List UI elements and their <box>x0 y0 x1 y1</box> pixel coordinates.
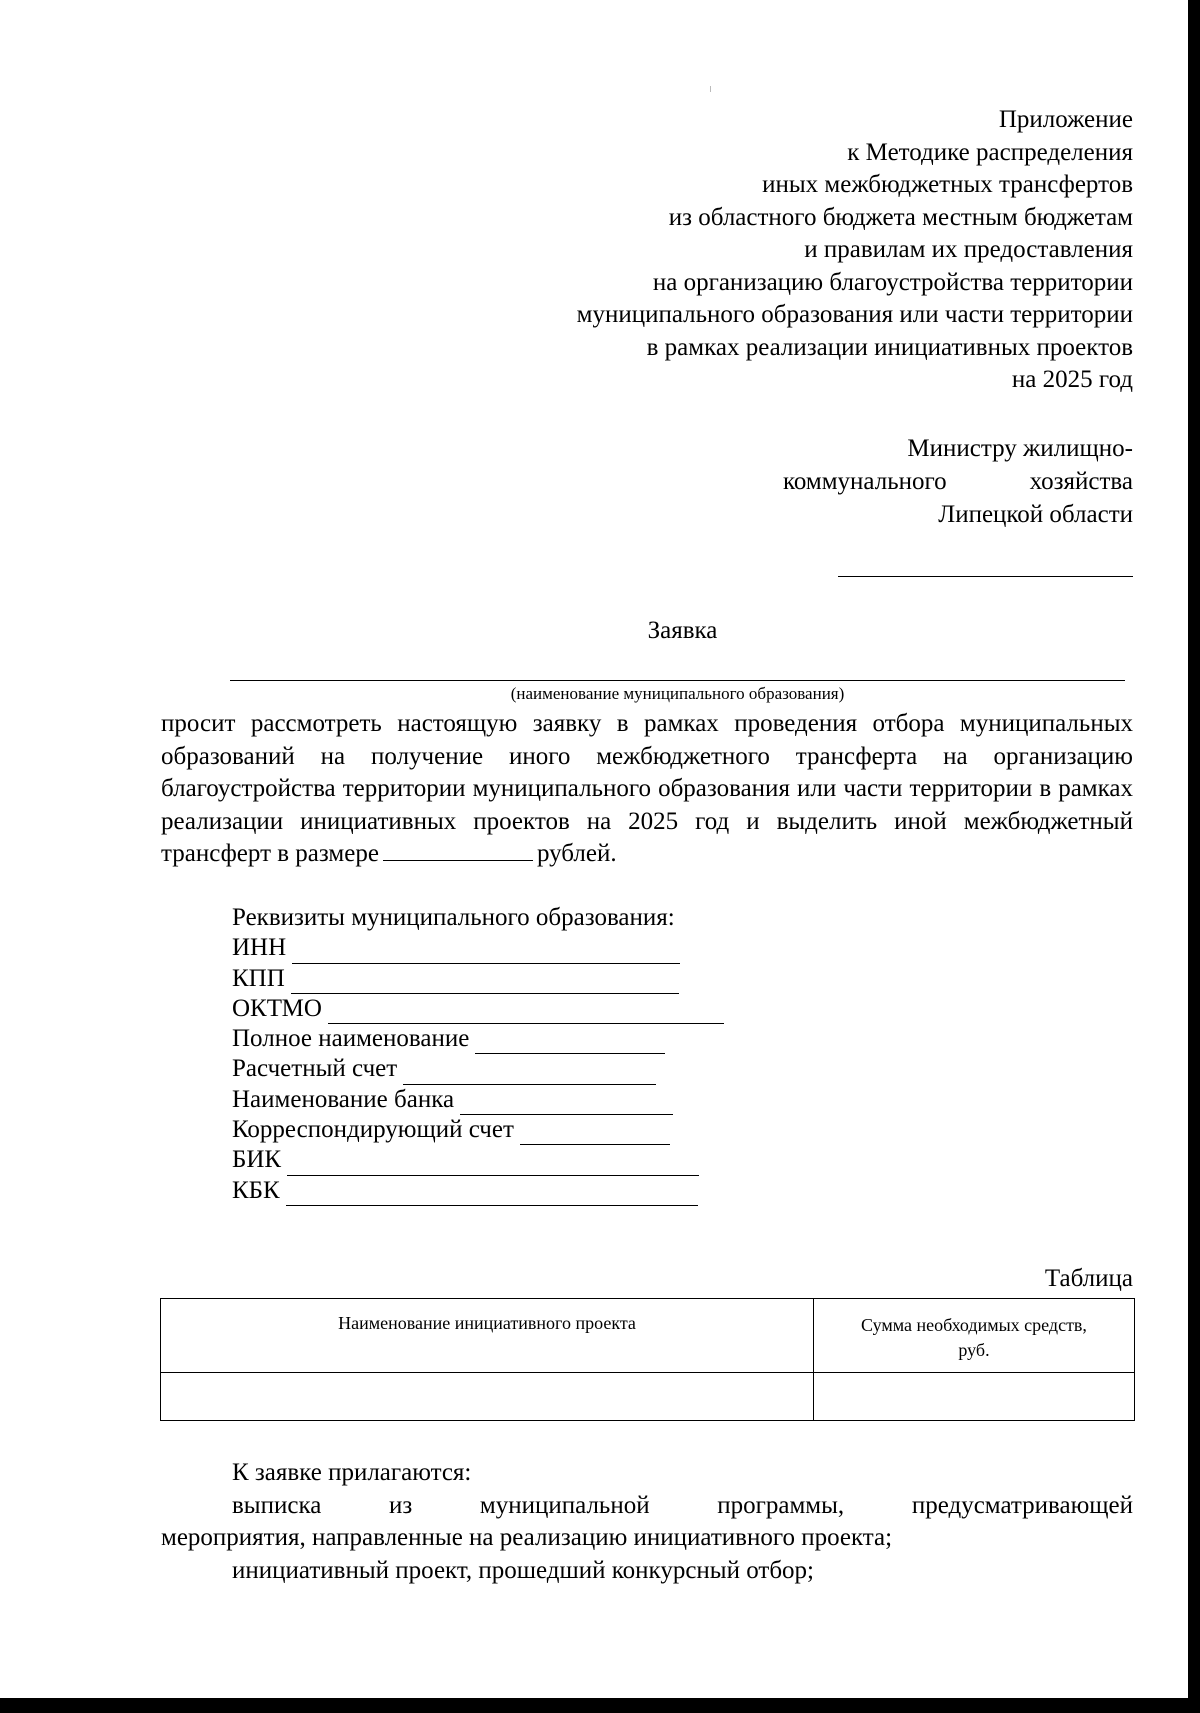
addressee-block <box>783 432 1133 531</box>
requisite-label: ИНН <box>232 934 287 962</box>
requisite-blank <box>328 1001 724 1024</box>
requisite-label: КПП <box>232 964 285 992</box>
requisite-row <box>232 964 724 994</box>
header-line: из областного бюджета местным бюджетам <box>668 203 1133 231</box>
requisite-blank <box>460 1092 673 1115</box>
request-text-end: рублей. <box>536 840 617 867</box>
header-line: и правилам их предоставления <box>804 236 1133 263</box>
table-row <box>161 1373 1135 1421</box>
table-header-amount-line-2: руб. <box>958 1340 990 1360</box>
scan-mark <box>710 86 711 92</box>
table-cell-project-name <box>161 1373 814 1421</box>
requisite-blank <box>286 1183 698 1206</box>
addressee-line-2-left: коммунального <box>783 468 947 495</box>
requisite-row <box>232 1024 724 1054</box>
table-header-row <box>161 1299 1135 1373</box>
scan-border-bottom <box>0 1698 1200 1713</box>
requisite-blank <box>292 941 680 964</box>
requisite-label: Полное наименование <box>232 1025 470 1053</box>
addressee-line-3: Липецкой области <box>938 501 1133 528</box>
amount-blank <box>383 840 533 861</box>
requisite-row <box>232 1176 724 1206</box>
requisite-blank <box>403 1062 656 1085</box>
requisites-block <box>232 903 724 1206</box>
requisite-row <box>232 933 724 963</box>
requisite-row <box>232 994 724 1024</box>
requisite-blank <box>291 971 679 994</box>
table-header-amount <box>814 1299 1135 1373</box>
requisite-blank <box>475 1031 665 1054</box>
municipality-caption: (наименование муниципального образования) <box>510 684 845 703</box>
addressee-line-2 <box>783 465 1133 498</box>
signature-blank-line <box>838 576 1133 577</box>
requisite-label: Расчетный счет <box>232 1055 398 1083</box>
table-label: Таблица <box>1044 1265 1133 1292</box>
requisites-heading: Реквизиты муниципального образования: <box>232 904 675 931</box>
header-line: иных межбюджетных трансфертов <box>762 171 1133 198</box>
table-header-amount-line-1: Сумма необходимых средств, <box>861 1315 1087 1335</box>
attachment-item-1-line-2: мероприятия, направленные на реализацию инициативного проекта; <box>161 1524 893 1551</box>
addressee-line-2-right: хозяйства <box>1029 468 1133 495</box>
requisite-row <box>232 1054 724 1084</box>
header-line: на 2025 год <box>1011 366 1133 393</box>
attachments-block <box>161 1457 1133 1587</box>
requisite-blank <box>287 1153 699 1176</box>
projects-table <box>160 1298 1135 1421</box>
requisite-label: БИК <box>232 1146 282 1174</box>
requisite-label: Наименование банка <box>232 1085 455 1113</box>
table-cell-amount <box>814 1373 1135 1421</box>
requisite-label: КБК <box>232 1176 280 1204</box>
header-line: на организацию благоустройства территории <box>652 268 1133 296</box>
addressee-line-1: Министру жилищно- <box>907 435 1133 462</box>
requisite-row <box>232 1085 724 1115</box>
attachment-item-2: инициативный проект, прошедший конкурсный отбор; <box>232 1556 814 1584</box>
requisite-blank <box>520 1122 670 1145</box>
header-line: к Методике распределения <box>847 138 1133 166</box>
header-line: Приложение <box>998 106 1133 133</box>
requisite-label: ОКТМО <box>232 994 322 1022</box>
requisite-row <box>232 1145 724 1175</box>
scan-border-right <box>1188 0 1200 1713</box>
request-text: просит рассмотреть настоящую заявку в рамках проведения отбора муниципальных образований на получение иного межбюджетного трансферта на организацию благоустройства территории муниципального образования или части территории в рамках реализации инициативных проектов на 2025 год и выделить иной межбюджетный трансферт в размере <box>161 710 1133 867</box>
appendix-header <box>577 104 1133 397</box>
requisite-row <box>232 1115 724 1145</box>
header-line: в рамках реализации инициативных проектов <box>646 333 1133 361</box>
request-paragraph <box>161 708 1133 871</box>
document-title: Заявка <box>647 617 718 644</box>
attachments-heading: К заявке прилагаются: <box>232 1459 472 1486</box>
requisite-label: Корреспондирующий счет <box>232 1116 514 1144</box>
header-line: муниципального образования или части территории <box>576 301 1133 328</box>
municipality-name-line <box>230 680 1125 681</box>
attachment-item-1-line-1: выписка из муниципальной программы, предусматривающей <box>232 1491 1133 1519</box>
table-header-project-name: Наименование инициативного проекта <box>161 1299 814 1373</box>
